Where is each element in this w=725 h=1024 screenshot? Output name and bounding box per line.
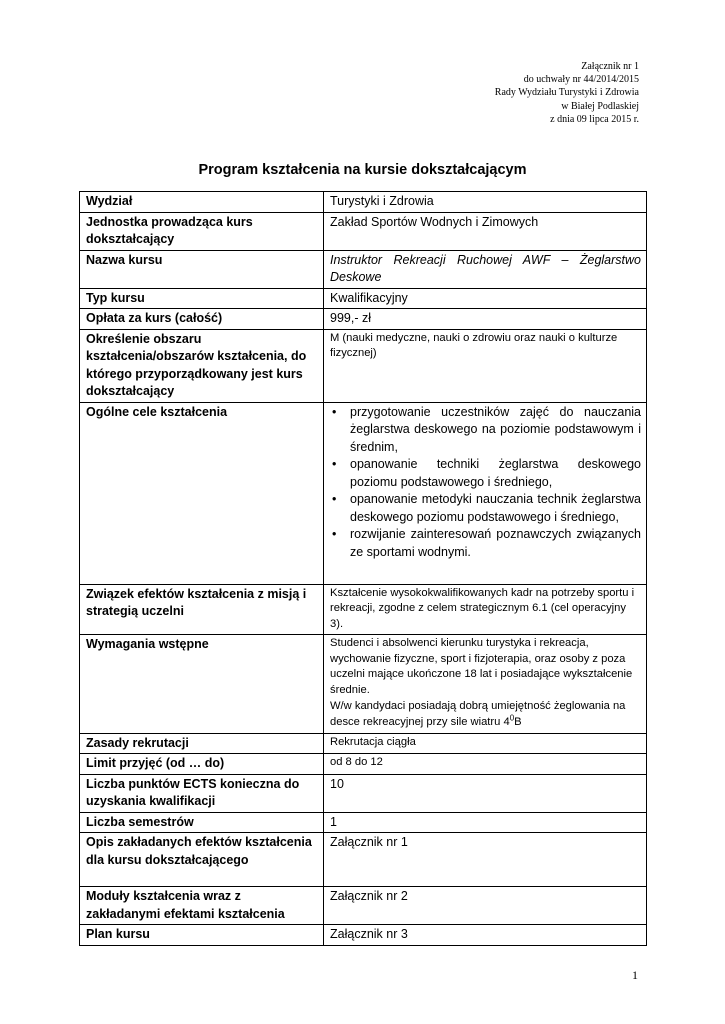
wind-superscript: 0: [509, 713, 515, 723]
requirements-wind: [330, 699, 641, 731]
row-value: M (nauki medyczne, nauki o zdrowiu oraz nauki o kulturze fizycznej): [324, 329, 647, 402]
page-title: Program kształcenia na kursie dokształcającym: [198, 162, 527, 178]
row-key: Zasady rekrutacji: [80, 733, 324, 754]
program-table: [79, 191, 647, 946]
row-value: Załącznik nr 2: [324, 887, 647, 925]
header-line: Załącznik nr 1: [581, 61, 639, 72]
row-key: Plan kursu: [80, 925, 324, 946]
row-key: Związek efektów kształcenia z misją i strategią uczelni: [80, 584, 324, 634]
row-value: Załącznik nr 3: [324, 925, 647, 946]
row-key: Nazwa kursu: [80, 250, 324, 288]
page-number: 1: [632, 968, 638, 982]
table-row: [80, 192, 647, 213]
row-value: Kwalifikacyjny: [324, 288, 647, 309]
row-value: 10: [324, 774, 647, 812]
requirements-text: Studenci i absolwenci kierunku turystyka i rekreacja, wychowanie fizyczne, sport i fizjoterapia, oraz osoby z poza uczelni mające ukończone 18 lat i posiadające wykształcenie średnie.: [330, 636, 633, 697]
table-row: [80, 774, 647, 812]
requirements-wind-text: W/w kandydaci posiadają dobrą umiejętność żeglowania na desce rekreacyjnej przy sile wiatru 4: [330, 700, 626, 728]
table-row: [80, 925, 647, 946]
row-value: Instruktor Rekreacji Ruchowej AWF – Żeglarstwo Deskowe: [324, 250, 647, 288]
row-value: Załącznik nr 1: [324, 833, 647, 887]
list-item: • opanowanie techniki żeglarstwa deskowego poziomu podstawowego i średniego,: [330, 456, 641, 491]
table-row: [80, 212, 647, 250]
row-key: Liczba semestrów: [80, 812, 324, 833]
table-row: [80, 812, 647, 833]
row-key: Liczba punktów ECTS konieczna do uzyskania kwalifikacji: [80, 774, 324, 812]
goals-list: [330, 404, 641, 562]
list-item: • opanowanie metodyki nauczania technik żeglarstwa deskowego poziomu podstawowego i średniego,: [330, 491, 641, 526]
table-row: [80, 887, 647, 925]
row-key: Opis zakładanych efektów kształcenia dla kursu dokształcającego: [80, 833, 324, 887]
header-line: Rady Wydziału Turystyki i Zdrowia: [494, 87, 639, 99]
row-key: Typ kursu: [80, 288, 324, 309]
row-key: Ogólne cele kształcenia: [80, 402, 324, 584]
row-key: Moduły kształcenia wraz z zakładanymi efektami kształcenia: [80, 887, 324, 925]
table-row: [80, 833, 647, 887]
table-row: [80, 733, 647, 754]
list-item: • przygotowanie uczestników zajęć do nauczania żeglarstwa deskowego na poziomie podstawowym i średnim,: [330, 404, 641, 457]
table-row: [80, 250, 647, 288]
row-value: Zakład Sportów Wodnych i Zimowych: [324, 212, 647, 250]
table-row: [80, 754, 647, 775]
table-row: [80, 584, 647, 634]
row-key: Limit przyjęć (od … do): [80, 754, 324, 775]
table-row: [80, 288, 647, 309]
row-value: [324, 634, 647, 733]
row-value: Rekrutacja ciągła: [324, 733, 647, 754]
row-value: 999,- zł: [324, 309, 647, 330]
header-line: do uchwały nr 44/2014/2015: [523, 74, 639, 86]
row-value: 1: [324, 812, 647, 833]
table-row: [80, 309, 647, 330]
row-key: Wydział: [80, 192, 324, 213]
row-value: Turystyki i Zdrowia: [324, 192, 647, 213]
list-item: • rozwijanie zainteresowań poznawczych związanych ze sportami wodnymi.: [330, 526, 641, 561]
table-row: [80, 634, 647, 733]
document-header: [495, 60, 639, 126]
wind-unit: B: [514, 715, 522, 728]
row-key: Wymagania wstępne: [80, 634, 324, 733]
row-key: Opłata za kurs (całość): [80, 309, 324, 330]
row-value: Kształcenie wysokokwalifikowanych kadr na potrzeby sportu i rekreacji, zgodne z celem strategicznym 6.1 (cel operacyjny 3).: [324, 584, 647, 634]
row-value: [324, 402, 647, 584]
header-line: z dnia 09 lipca 2015 r.: [550, 113, 639, 125]
row-value: od 8 do 12: [324, 754, 647, 775]
row-key: Określenie obszaru kształcenia/obszarów kształcenia, do którego przyporządkowany jest kurs dokształcający: [80, 329, 324, 402]
table-row: [80, 402, 647, 584]
table-row: [80, 329, 647, 402]
row-key: Jednostka prowadząca kurs dokształcający: [80, 212, 324, 250]
header-line: w Białej Podlaskiej: [561, 100, 639, 112]
